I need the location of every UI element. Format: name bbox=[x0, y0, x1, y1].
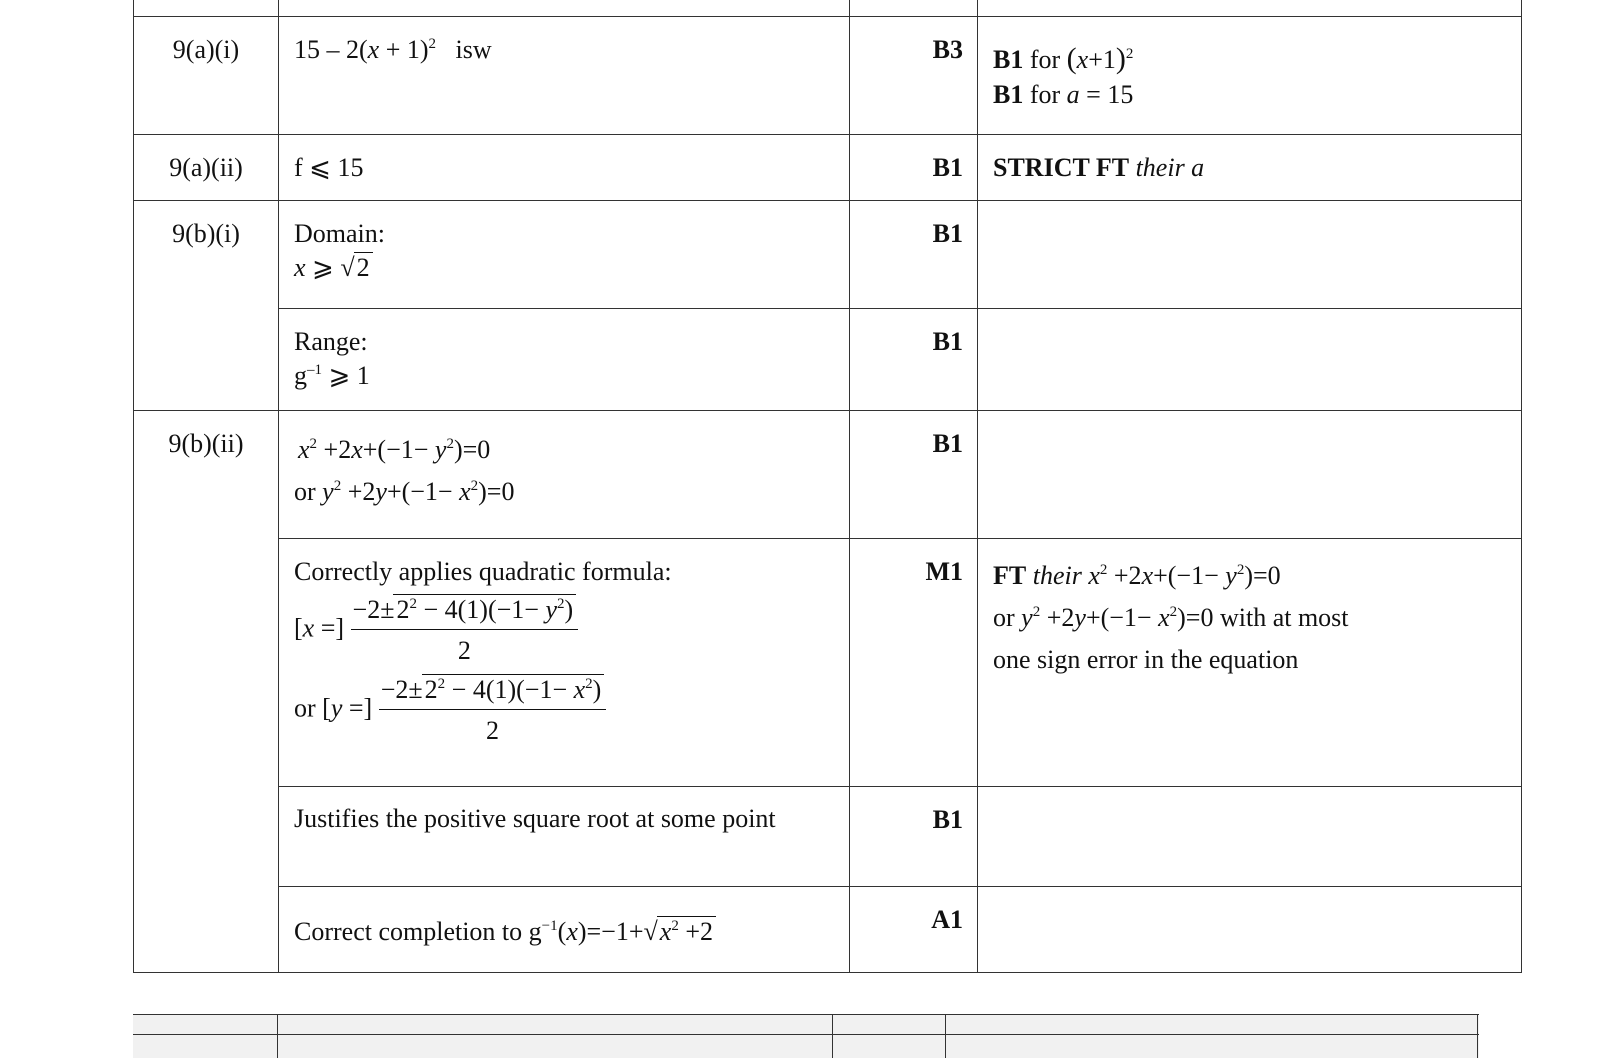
question-ref: 9(b)(ii) bbox=[134, 411, 279, 973]
question-ref: 9(a)(i) bbox=[134, 17, 279, 135]
guidance-cell bbox=[978, 201, 1522, 309]
guidance-cell: B1 for $(x+1)^2$ B1 for a = 15 bbox=[978, 17, 1522, 135]
answer-cell: Correctly applies quadratic formula: [x =] $\frac{-2\pm 2^2 - 4(1)(-1- y^2)}{2}$ or [y =] $\frac{-2\pm 2^2 - 4(1)(-1- x^2)}{2}$ bbox=[279, 539, 850, 787]
mark-cell: B1 bbox=[850, 309, 978, 411]
table-row bbox=[134, 201, 1522, 309]
answer-cell: Justifies the positive square root at some point bbox=[279, 787, 850, 887]
question-ref: 9(b)(i) bbox=[134, 201, 279, 411]
table-row bbox=[134, 787, 1522, 887]
guidance-cell bbox=[978, 887, 1522, 973]
mark-cell: B1 bbox=[850, 135, 978, 201]
question-ref: 9(a)(ii) bbox=[134, 135, 279, 201]
guidance-cell: FT their $x^2 +2x+(-1- y^2)=0$ or $y^2 +2y+(-1- x^2)=0$ with at most one sign error in the equation bbox=[978, 539, 1522, 787]
mark-cell: A1 bbox=[850, 887, 978, 973]
table-row bbox=[134, 17, 1522, 135]
guidance-cell: STRICT FT their a bbox=[978, 135, 1522, 201]
table-row bbox=[134, 135, 1522, 201]
table-row bbox=[134, 887, 1522, 973]
mark-scheme-table bbox=[133, 0, 1522, 973]
guidance-cell bbox=[978, 411, 1522, 539]
mark-cell: B1 bbox=[850, 411, 978, 539]
table-row-top-edge bbox=[134, 0, 1522, 17]
next-table-edge bbox=[133, 1014, 1479, 1058]
answer-cell: $x^2 +2x+(-1- y^2)=0$ or $y^2 +2y+(-1- x^2)=0$ bbox=[279, 411, 850, 539]
guidance-cell bbox=[978, 309, 1522, 411]
table-row bbox=[134, 411, 1522, 539]
answer-cell: f ⩽ 15 bbox=[279, 135, 850, 201]
answer-cell: Range: $g^{-1}$ ⩾ 1 bbox=[279, 309, 850, 411]
formula-y: or [y =] $\frac{-2\pm 2^2 - 4(1)(-1- x^2)}{2}$ bbox=[294, 673, 849, 748]
table-row bbox=[134, 309, 1522, 411]
table-row bbox=[134, 539, 1522, 787]
answer-cell: Domain: x ⩾ √2 bbox=[279, 201, 850, 309]
guidance-cell bbox=[978, 787, 1522, 887]
mark-cell: B3 bbox=[850, 17, 978, 135]
answer-cell: $15 - 2(x + 1)^2$ isw bbox=[279, 17, 850, 135]
mark-cell: M1 bbox=[850, 539, 978, 787]
mark-cell: B1 bbox=[850, 787, 978, 887]
mark-cell: B1 bbox=[850, 201, 978, 309]
answer-cell: Correct completion to $g^{-1}(x)=-1+√x^2 +2$ bbox=[279, 887, 850, 973]
formula-x: [x =] $\frac{-2\pm 2^2 - 4(1)(-1- y^2)}{2}$ bbox=[294, 593, 849, 668]
